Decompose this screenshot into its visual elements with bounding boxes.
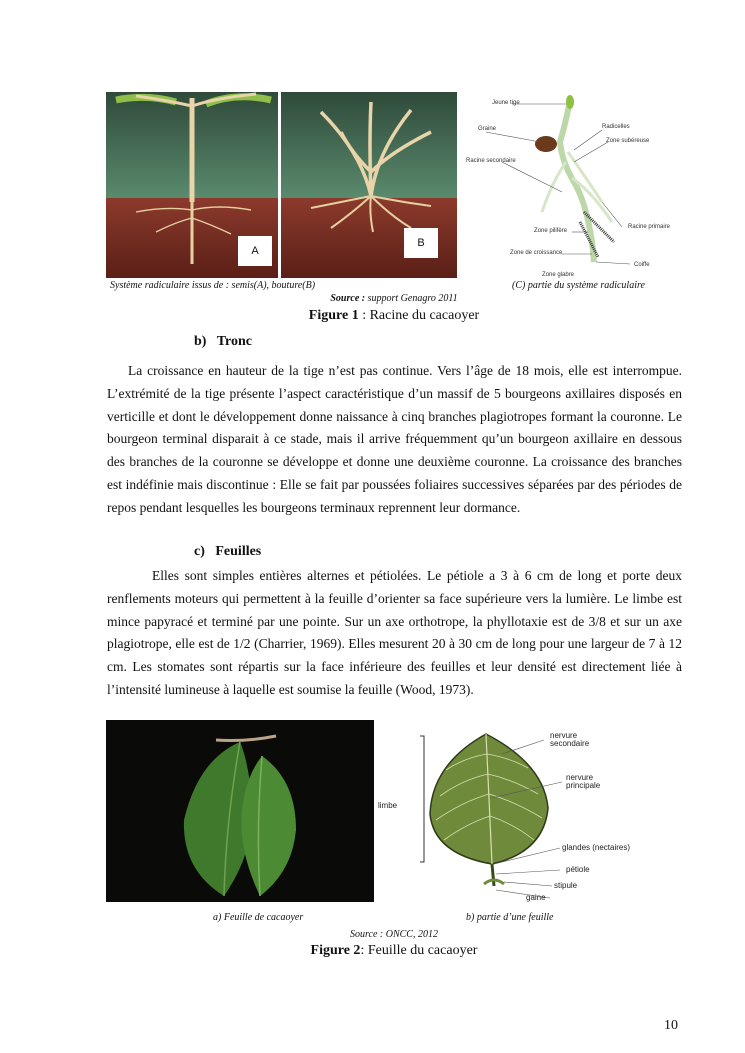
figure1-caption-right: (C) partie du système radiculaire — [512, 280, 645, 291]
label-zone-de-croissance: Zone de croissance — [510, 250, 563, 256]
label-radicelles: Radicelles — [602, 124, 630, 130]
root-system-image-b — [281, 92, 457, 278]
figure2-title — [0, 943, 745, 959]
root-system-diagram-c — [462, 92, 674, 280]
image-b-tag: B — [404, 228, 438, 258]
label-gaine: gaine — [526, 893, 546, 902]
label-racine-secondaire: Racine secondaire — [466, 158, 516, 164]
label-nervure-principale: nervure principale — [566, 773, 601, 790]
figure1-source-text: support Genagro 2011 — [365, 293, 458, 304]
section-b-paragraph: La croissance en hauteur de la tige n’est pas continue. Vers l’âge de 18 mois, elle est interrompue. L’extrémité de la tige présente l’aspect caractéristique d’un massif de 5 bourgeons axillaires disposés en verticille et dont le développement donne naissance à cinq branches plagiotropes formant la couronne. Le bourgeon terminal disparait à ce stade, mais il arrive fréquemment qu’un bourgeon axillaire en dessous des branches de la couronne se développe et donne une deuxième couronne. La croissance des branches est indéfinie mais discontinue : Elle se fait par poussées foliaires successives séparées par des périodes de repos pendant lesquelles les bourgeons terminaux reprennent leur dormance. — [107, 363, 682, 515]
figure1-title-label: Figure 1 — [308, 308, 359, 323]
label-coiffe: Coiffe — [634, 262, 650, 268]
label-jeune-tige: Jeune tige — [492, 100, 520, 106]
figure1-caption-left: Système radiculaire issus de : semis(A), bouture(B) — [110, 280, 316, 291]
figure2-title-label: Figure 2 — [310, 943, 361, 958]
figure1-source-label: Source : — [330, 293, 366, 304]
section-c-heading: c) Feuilles — [194, 544, 262, 559]
leaf-parts-diagram — [374, 724, 682, 906]
root-system-image-a — [106, 92, 278, 278]
label-petiole: pétiole — [566, 865, 590, 874]
page-number: 10 — [664, 1018, 678, 1033]
label-racine-primaire: Racine primaire — [628, 224, 671, 230]
label-zone-pilifere: Zone pilifère — [534, 228, 568, 234]
label-graine: Graine — [478, 126, 497, 132]
label-zone-suberieuse: Zone subéreuse — [606, 138, 650, 144]
figure2-caption-b: b) partie d’une feuille — [466, 912, 554, 923]
section-c-paragraph: Elles sont simples entières alternes et pétiolées. Le pétiole a 3 à 6 cm de long et porte deux renflements moteurs qui permettent à la feuille d’orienter sa face supérieure vers la lumière. Le limbe est mince papyracé et terminé par une pointe. Sur un axe orthotrope, la phyllotaxie est de 3/8 et sur un axe plagiotrope, elle est de 1/2 (Charrier, 1969). Elles mesurent 20 à 30 cm de long pour une largeur de 7 à 12 cm. Les stomates sont répartis sur la face inférieure des feuilles et leur densité est directement liée à l’intensité lumineuse à laquelle est soumise la feuille (Wood, 1973). — [107, 568, 682, 697]
figure2-caption-a: a) Feuille de cacaoyer — [213, 912, 304, 923]
section-b-heading: b) Tronc — [194, 334, 252, 349]
figure1-title-text: : Racine du cacaoyer — [358, 308, 480, 323]
label-nervure-secondaire: nervure secondaire — [550, 731, 590, 748]
label-stipule: stipule — [554, 881, 578, 890]
cocoa-leaf-photo — [106, 720, 374, 902]
label-zone-glabre: Zone glabre — [542, 272, 575, 278]
figure1-title — [0, 308, 745, 324]
label-glandes: glandes (nectaires) — [562, 843, 631, 852]
label-limbe: limbe — [378, 801, 398, 810]
figure2-source: Source : ONCC, 2012 — [350, 929, 438, 940]
figure2-title-text: : Feuille du cacaoyer — [360, 943, 478, 958]
image-a-tag: A — [238, 236, 272, 266]
figure1-source — [0, 293, 745, 304]
